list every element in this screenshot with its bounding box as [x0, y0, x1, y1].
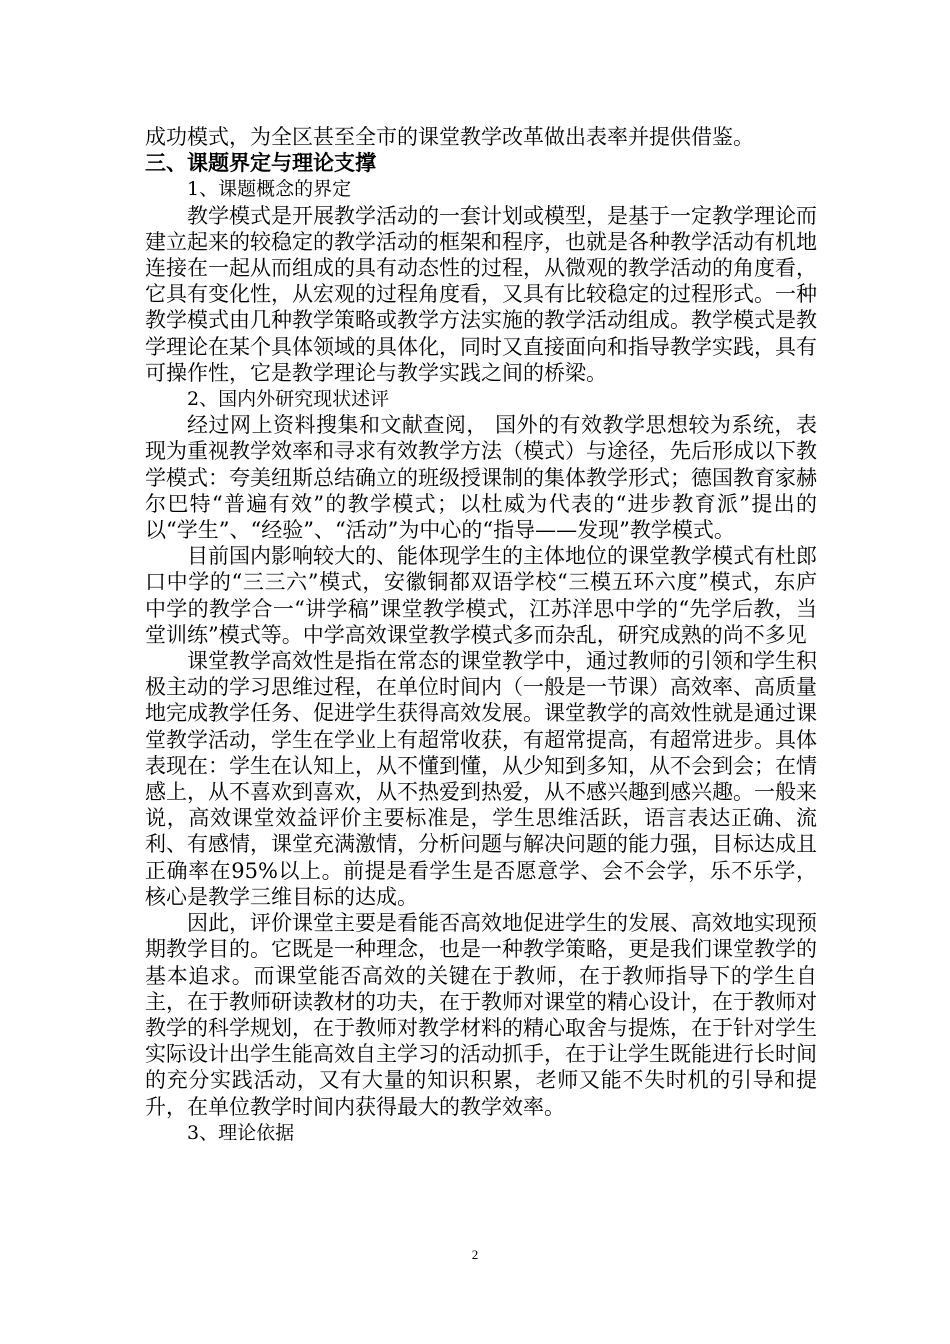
- document-body: [145, 124, 817, 1146]
- subsection-heading-2: 2、国内外研究现状述评: [187, 388, 390, 411]
- paragraph-evaluation: 因此，评价课堂主要是看能否高效地促进学生的发展、高效地实现预期教学目的。它既是一种理念，也是一种教学策略，更是我们课堂教学的基本追求。而课堂能否高效的关键在于教师，在于教师指导下的学生自主，在于教师研读教材的功夫，在于教师对课堂的精心设计，在于教师对教学的科学规划，在于教师对教学材料的精心取舍与提炼，在于针对学生实际设计出学生能高效自主学习的活动抓手，在于让学生既能进行长时间的充分实践活动，又有大量的知识积累，老师又能不失时机的引导和提升，在单位教学时间内获得最大的教学效率。: [145, 911, 817, 1119]
- paragraph-efficiency-definition: 课堂教学高效性是指在常态的课堂教学中，通过教师的引领和学生积极主动的学习思维过程，在单位时间内（一般是一节课）高效率、高质量地完成教学任务、促进学生获得高效发展。课堂教学的高效性就是通过课堂教学活动，学生在学业上有超常收获，有超常提高，有超常进步。具体表现在：学生在认知上，从不懂到懂，从少知到多知，从不会到会；在情感上，从不喜欢到喜欢，从不热爱到热爱，从不感兴趣到感兴趣。一般来说，高效课堂效益评价主要标准是，学生思维活跃，语言表达正确、流利、有感情，课堂充满激情，分析问题与解决问题的能力强，目标达成且正确率在95%以上。前提是看学生是否愿意学、会不会学，乐不乐学，核心是教学三维目标的达成。: [145, 649, 817, 909]
- section-heading: 三、课题界定与理论支撑: [145, 151, 376, 176]
- paragraph-domestic-research: 目前国内影响较大的、能体现学生的主体地位的课堂教学模式有杜郎口中学的“三三六”模式，安徽铜都双语学校“三模五环六度”模式，东庐中学的教学合一“讲学稿”课堂教学模式，江苏洋思中学的“先学后教，当堂训练”模式等。中学高效课堂教学模式多而杂乱，研究成熟的尚不多见: [145, 544, 817, 647]
- page-number: 2: [471, 1247, 479, 1262]
- subsection-heading-3: 3、理论依据: [187, 1121, 295, 1144]
- paragraph-concept-definition: 教学模式是开展教学活动的一套计划或模型，是基于一定教学理论而建立起来的较稳定的教学活动的框架和程序，也就是各种教学活动有机地连接在一起从而组成的具有动态性的过程，从微观的教学活动的角度看，它具有变化性，从宏观的过程角度看，又具有比较稳定的过程形式。一种教学模式由几种教学策略或教学方法实施的教学活动组成。教学模式是教学理论在某个具体领域的具体化，同时又直接面向和指导教学实践，具有可操作性，它是教学理论与教学实践之间的桥梁。: [145, 203, 817, 385]
- subsection-heading-1: 1、课题概念的界定: [187, 178, 352, 201]
- intro-tail-text: 成功模式，为全区甚至全市的课堂教学改革做出表率并提供借鉴。: [145, 125, 754, 149]
- paragraph-foreign-research: 经过网上资料搜集和文献查阅， 国外的有效教学思想较为系统，表现为重视教学效率和寻求有效教学方法（模式）与途径，先后形成以下教学模式：夸美纽斯总结确立的班级授课制的集体教学形式；德国教育家赫尔巴特“普遍有效”的教学模式；以杜威为代表的“进步教育派”提出的以“学生”、“经验”、“活动”为中心的“指导——发现”教学模式。: [145, 413, 817, 543]
